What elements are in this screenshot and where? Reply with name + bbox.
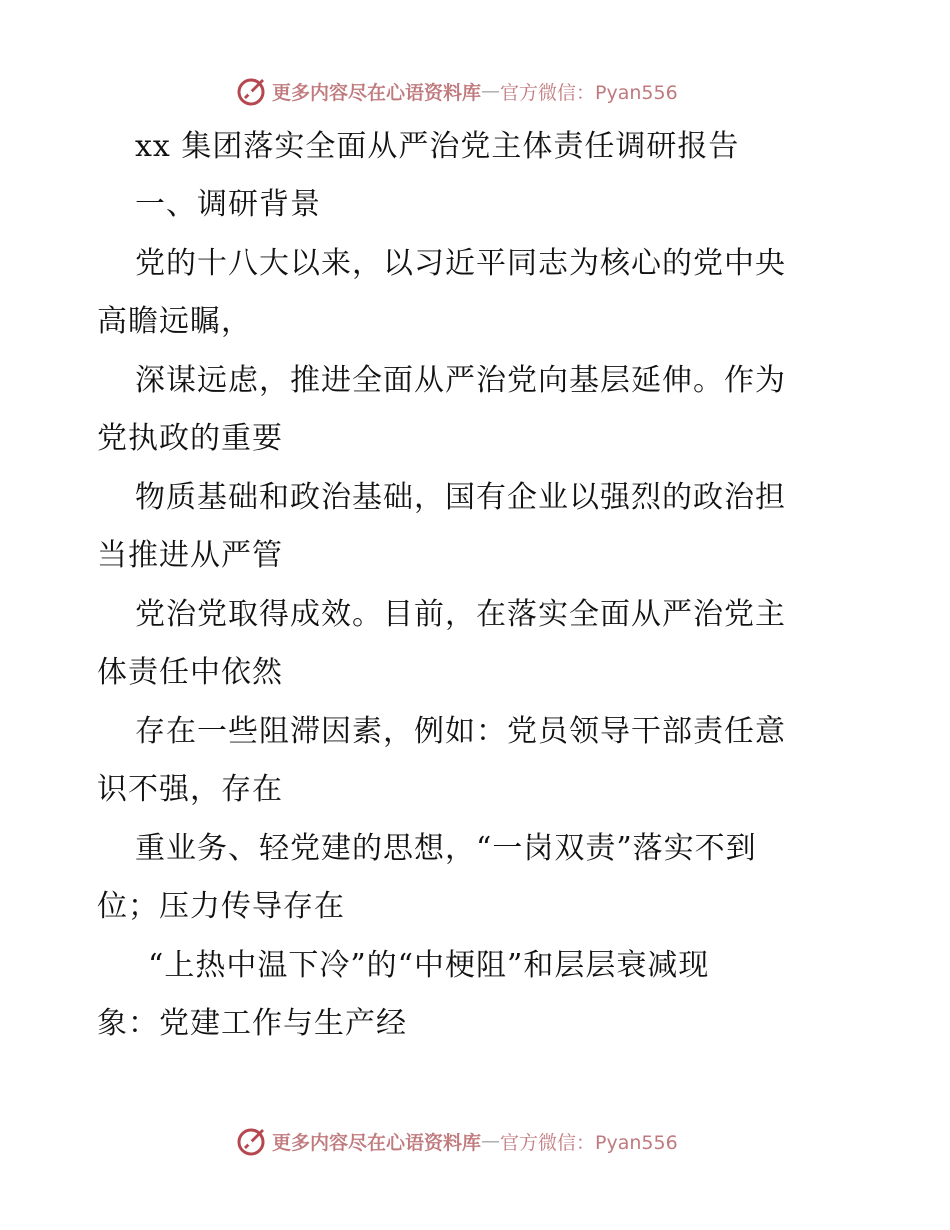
watermark-wechat-text: 官方微信：Pyan556 xyxy=(500,81,678,104)
paragraph-line: 党执政的重要 xyxy=(97,421,283,456)
paragraph-line: 当推进从严管 xyxy=(97,538,283,573)
paragraph-line: “上热中温下冷”的“中梗阻”和层层衰减现 xyxy=(148,948,710,983)
watermark-main-text: 更多内容尽在心语资料库 xyxy=(272,81,482,104)
paragraph-line: 存在一些阻滞因素，例如：党员领导干部责任意 xyxy=(135,714,786,749)
watermark-wechat-text: 官方微信：Pyan556 xyxy=(500,1131,678,1154)
paragraph-line: 体责任中依然 xyxy=(97,655,283,690)
document-title: xx 集团落实全面从严治党主体责任调研报告 xyxy=(135,129,740,164)
watermark-dash: — xyxy=(481,1130,501,1152)
footer-watermark xyxy=(236,1124,678,1158)
watermark-dash: — xyxy=(481,80,501,102)
watermark-main-text: 更多内容尽在心语资料库 xyxy=(272,1131,482,1154)
pen-logo-icon xyxy=(236,75,268,107)
paragraph-line: 党的十八大以来，以习近平同志为核心的党中央 xyxy=(135,246,786,281)
section-heading: 一、调研背景 xyxy=(135,187,321,222)
header-watermark xyxy=(236,74,678,108)
paragraph-line: 识不强，存在 xyxy=(97,772,283,807)
paragraph-line: 位；压力传导存在 xyxy=(97,889,345,924)
paragraph-line: 深谋远虑，推进全面从严治党向基层延伸。作为 xyxy=(135,363,786,398)
paragraph-line: 重业务、轻党建的思想，“一岗双责”落实不到 xyxy=(135,831,757,866)
paragraph-line: 物质基础和政治基础，国有企业以强烈的政治担 xyxy=(135,480,786,515)
paragraph-line: 象：党建工作与生产经 xyxy=(97,1006,407,1041)
paragraph-line: 党治党取得成效。目前，在落实全面从严治党主 xyxy=(135,597,786,632)
pen-logo-icon xyxy=(236,1125,268,1157)
paragraph-line: 高瞻远瞩， xyxy=(97,304,252,339)
